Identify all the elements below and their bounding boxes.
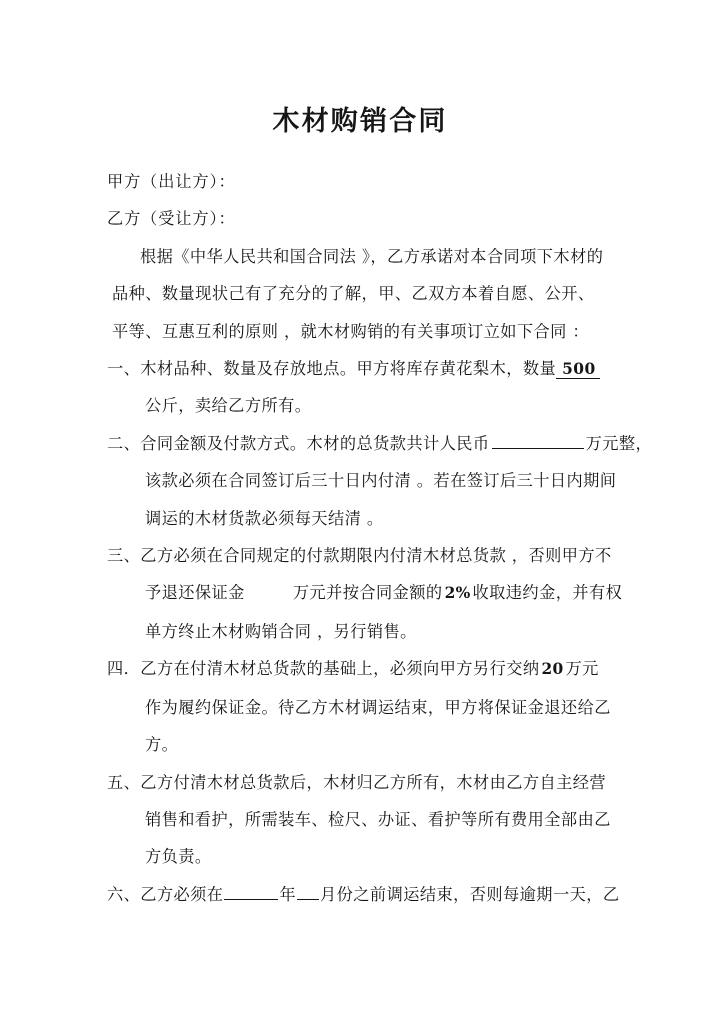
clause-5-line-2: 销售和看护，所需装车、检尺、办证、看护等所有费用全部由乙 — [145, 809, 611, 829]
clause-3-line-1 — [107, 537, 615, 574]
delivery-month-fill-in[interactable] — [297, 898, 319, 900]
clause-3-text-2-tail: 收取违约金，并有权 — [472, 583, 623, 603]
clause-4-text-1-tail: 万元 — [565, 659, 599, 679]
clause-2-line-1 — [107, 425, 653, 462]
clause-1-line-1 — [107, 350, 615, 387]
clause-3-text-1: 乙方必须在合同规定的付款期限内付清木材总货款 ，否则甲方不 — [140, 546, 612, 566]
clause-4-number: 四． — [107, 659, 141, 679]
quantity-fill-in[interactable]: 500 — [556, 362, 599, 379]
penalty-rate: 2% — [444, 584, 471, 603]
clause-3-text-2: 予退还保证金 — [145, 583, 245, 603]
party-b-line: 乙方（受让方）： — [107, 209, 236, 229]
clause-3-number: 三、 — [107, 546, 141, 566]
clause-4-text-1: 乙方在付清木材总货款的基础上，必须向甲方另行交纳 — [140, 659, 540, 679]
clause-2-number: 二、 — [107, 433, 141, 453]
clause-6-text-1-tail: 月份之前调运结束，否则每逾期一天，乙 — [320, 884, 620, 904]
document-body — [107, 163, 653, 913]
clause-6-text-1-mid: 年 — [279, 884, 297, 904]
clause-3-line-3: 单方终止木材购销合同 ，另行销售。 — [145, 621, 417, 641]
clause-2-text-1-tail: 万元整， — [585, 433, 653, 453]
clause-4-line-1 — [107, 650, 615, 688]
preamble-line-3: 平等、互惠互利的原则 ，就木材购销的有关事项订立如下合同 ： — [112, 321, 590, 341]
clause-3-text-2-mid: 万元并按合同金额的 — [292, 583, 443, 603]
clause-4-line-3: 方。 — [145, 735, 179, 755]
guarantee-amount: 20 — [541, 660, 564, 679]
clause-6-number: 六、 — [107, 884, 141, 904]
page-title: 木材购销合同 — [272, 106, 448, 138]
preamble-line-2: 品种、数量现状己有了充分的了解，甲、乙双方本着自愿、公开、 — [112, 284, 595, 304]
clause-5-number: 五、 — [107, 772, 141, 792]
clause-2-text-1: 合同金额及付款方式。木材的总货款共计人民币 — [140, 433, 490, 453]
clause-2-line-2: 该款必须在合同签订后三十日内付清 。若在签订后三十日内期间 — [145, 471, 617, 491]
clause-2-line-3: 调运的木材货款必须每天结清 。 — [145, 508, 384, 528]
total-amount-fill-in[interactable] — [492, 447, 584, 449]
party-a-line: 甲方（出让方）： — [107, 172, 236, 191]
clause-6-line-1 — [107, 876, 620, 913]
preamble-line-1: 根据《中华人民共和国合同法 》，乙方承诺对本合同项下木材的 — [140, 246, 604, 266]
clause-1-text-1: 木材品种、数量及存放地点。甲方将库存黄花梨木，数量 — [140, 359, 557, 379]
clause-6-text-1: 乙方必须在 — [140, 884, 224, 904]
clause-1-line-2: 公斤，卖给乙方所有。 — [145, 396, 312, 416]
delivery-year-fill-in[interactable] — [224, 898, 278, 900]
clause-1-number: 一、 — [107, 359, 141, 379]
clause-4-line-2: 作为履约保证金。待乙方木材调运结束，甲方将保证金退还给乙 — [145, 697, 611, 717]
clause-5-line-1 — [107, 764, 615, 801]
clause-3-line-2 — [107, 574, 623, 612]
clause-5-line-3: 方负责。 — [145, 847, 212, 867]
clause-5-text-1: 乙方付清木材总货款后，木材归乙方所有，木材由乙方自主经营 — [140, 772, 607, 792]
